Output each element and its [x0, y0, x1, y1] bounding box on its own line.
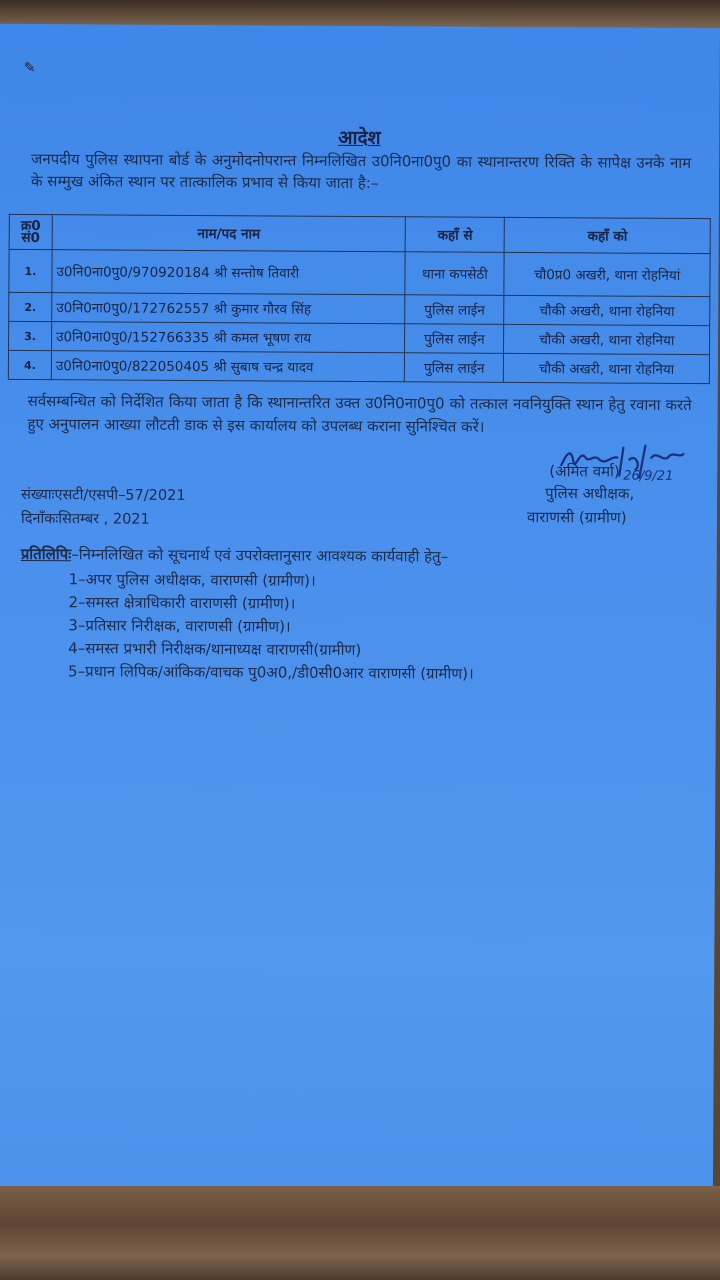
- table-header-row: [9, 214, 710, 253]
- row-serial: 4.: [8, 350, 51, 379]
- list-item: 4–समस्त प्रभारी निरीक्षक/थानाध्यक्ष वाराणसी(ग्रामीण): [68, 639, 362, 660]
- row-serial: 3.: [9, 321, 52, 350]
- row-from: पुलिस लाईन: [405, 295, 504, 325]
- copy-label: प्रतिलिपिः: [20, 544, 72, 564]
- reference-number: संख्याःएसटी/एसपी–57/2021: [21, 486, 186, 504]
- pin-mark-icon: ✎: [23, 59, 36, 77]
- list-item: 3–प्रतिसार निरीक्षक, वाराणसी (ग्रामीण)।: [68, 616, 291, 636]
- row-to: चौ0प्र0 अखरी, थाना रोहनियां: [504, 252, 710, 296]
- row-name: उ0नि0ना0पु0/822050405 श्री सुबाष चन्द्र यादव: [51, 351, 404, 382]
- row-to: चौकी अखरी, थाना रोहनिया: [504, 324, 710, 354]
- row-to: चौकी अखरी, थाना रोहनिया: [504, 353, 710, 383]
- table-row: [8, 350, 709, 383]
- row-name: उ0नि0ना0पु0/970920184 श्री सन्तोष तिवारी: [52, 250, 405, 295]
- list-item: 1–अपर पुलिस अधीक्षक, वाराणसी (ग्रामीण)।: [68, 570, 316, 590]
- copy-text: –निम्नलिखित को सूचनार्थ एवं उपरोक्तानुसार आवश्यक कार्यवाही हेतु–: [71, 545, 449, 566]
- row-from: पुलिस लाईन: [405, 324, 504, 354]
- row-serial: 2.: [9, 292, 52, 321]
- row-to: चौकी अखरी, थाना रोहनिया: [504, 295, 710, 325]
- signatory-designation: पुलिस अधीक्षक,: [545, 484, 635, 503]
- header-from: कहाँ से: [405, 217, 504, 253]
- order-title: आदेश: [338, 126, 381, 150]
- table-row: [9, 292, 710, 325]
- row-serial: 1.: [9, 249, 52, 292]
- list-item: 5–प्रधान लिपिक/आंकिक/वाचक पु0अ0,/डी0सी0आर वाराणसी (ग्रामीण)।: [67, 662, 474, 683]
- reference-date: दिनाँकःसितम्बर , 2021: [20, 510, 150, 528]
- copy-heading: [21, 544, 701, 568]
- transfer-table: [8, 214, 711, 384]
- list-item: 2–समस्त क्षेत्राधिकारी वाराणसी (ग्रामीण)।: [68, 593, 296, 613]
- row-name: उ0नि0ना0पु0/152766335 श्री कमल भूषण राय: [52, 322, 405, 353]
- signatory-office: वाराणसी (ग्रामीण): [526, 508, 627, 527]
- header-name: नाम/पद नाम: [52, 215, 405, 252]
- order-document: [0, 24, 720, 1196]
- signature-date: 26/9/21: [623, 468, 674, 484]
- copy-recipient-list: [68, 568, 474, 685]
- header-serial: क्र0 सं0: [9, 214, 52, 249]
- intro-paragraph: जनपदीय पुलिस स्थापना बोर्ड के अनुमोदनोपरान्त निम्नलिखित उ0नि0ना0पु0 का स्थानान्तरण रिक्ति के सापेक्ष उनके नाम के सम्मुख अंकित स्थान पर तात्कालिक प्रभाव से किया जाता है:–: [30, 149, 692, 193]
- table-row: [9, 321, 710, 354]
- instruction-paragraph: सर्वसम्बन्धित को निर्देशित किया जाता है कि स्थानान्तरित उक्त उ0नि0ना0पु0 को तत्काल नवनियुक्ति स्थान हेतु रवाना करते हुए अनुपालन आख्या लौटती डाक से इस कार्यालय को उपलब्ध कराना सुनिश्चित करें।: [27, 391, 692, 436]
- table-row: [9, 249, 710, 296]
- row-from: थाना कपसेठी: [405, 252, 505, 296]
- row-from: पुलिस लाईन: [405, 353, 504, 383]
- signatory-name: (अमित वर्मा): [549, 462, 620, 481]
- header-to: कहाँ को: [505, 217, 711, 253]
- wooden-table-bottom: [0, 1186, 720, 1280]
- row-name: उ0नि0ना0पु0/172762557 श्री कुमार गौरव सिंह: [52, 293, 405, 324]
